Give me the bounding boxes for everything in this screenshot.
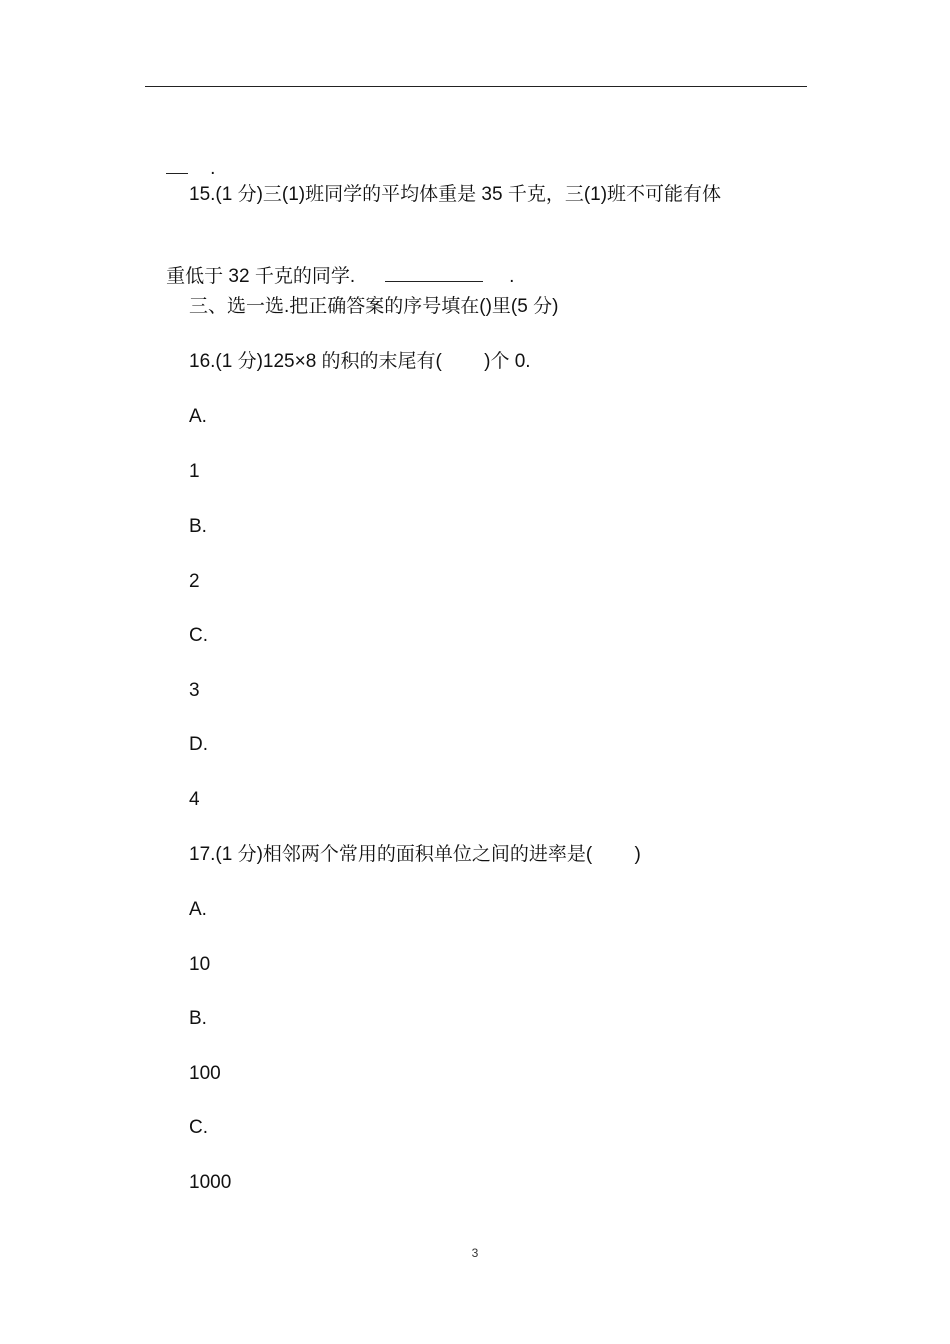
q17-option-c-value: 1000 (189, 1172, 232, 1193)
q15-line-2-end: . (509, 266, 515, 287)
q17-option-b-value: 100 (189, 1063, 221, 1084)
q16-option-b-value: 2 (189, 571, 200, 592)
q16-option-a-value: 1 (189, 461, 200, 482)
carry-over-period: . (210, 158, 216, 179)
answer-line (145, 86, 807, 87)
q16-option-d-label: D. (189, 734, 208, 755)
q16-option-a-label: A. (189, 406, 207, 427)
page-number: 3 (471, 1246, 479, 1260)
q17-option-a-label: A. (189, 899, 207, 920)
q16-question: 16.(1 分)125×8 的积的末尾有( )个 0. (189, 351, 531, 372)
q16-option-b-label: B. (189, 516, 207, 537)
q15-line-1: 15.(1 分)三(1)班同学的平均体重是 35 千克，三(1)班不可能有体 (189, 184, 722, 205)
q16-option-c-label: C. (189, 625, 208, 646)
q15-line-2-text: 重低于 32 千克的同学. (166, 266, 356, 287)
answer-blank (166, 155, 188, 174)
answer-blank (385, 263, 483, 282)
q17-option-b-label: B. (189, 1008, 207, 1029)
q17-option-c-label: C. (189, 1117, 208, 1138)
section-3-heading: 三、选一选.把正确答案的序号填在()里(5 分) (189, 296, 559, 317)
q16-option-d-value: 4 (189, 789, 200, 810)
q17-question: 17.(1 分)相邻两个常用的面积单位之间的进率是( ) (189, 844, 641, 865)
q16-option-c-value: 3 (189, 680, 200, 701)
q17-option-a-value: 10 (189, 954, 211, 975)
